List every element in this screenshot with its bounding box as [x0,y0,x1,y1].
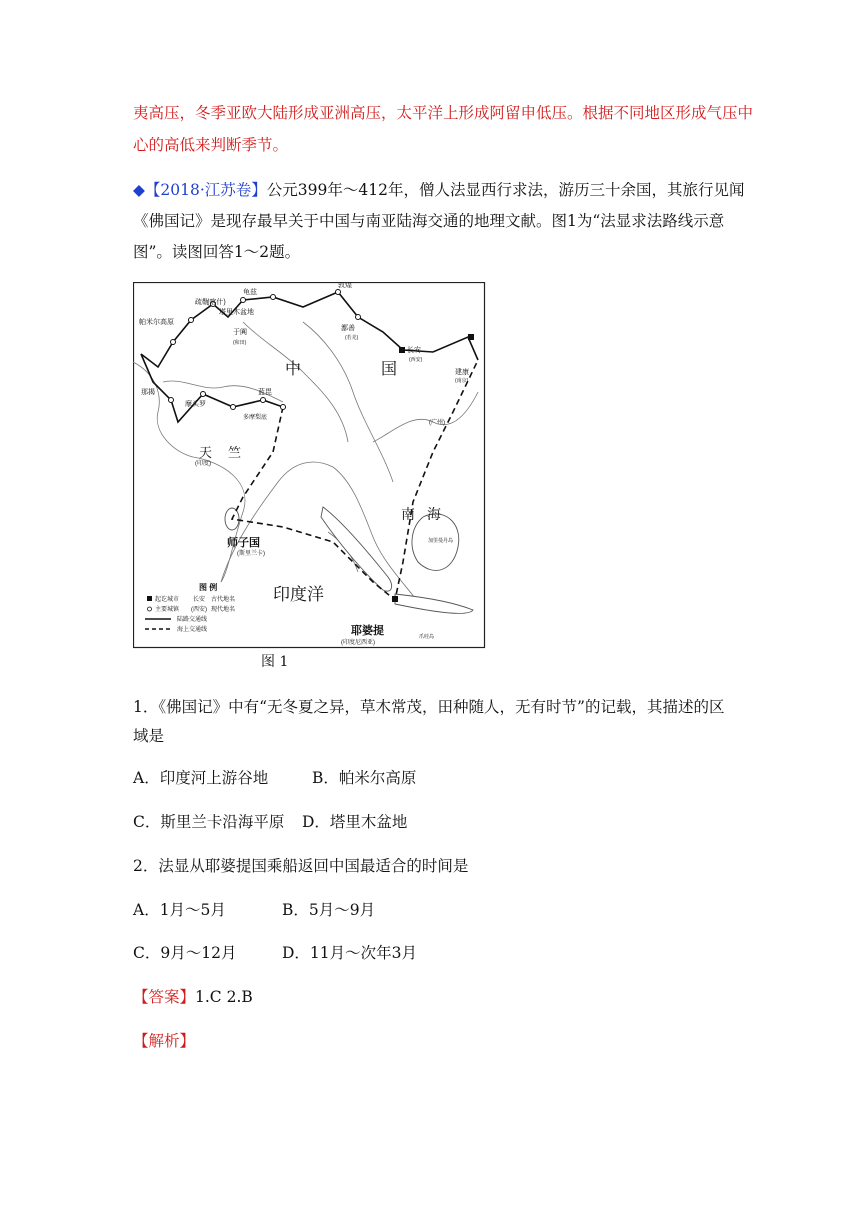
source-line-1-text: 公元399年～412年，僧人法显西行求法，游历三十余国，其旅行见闻 [266,181,745,199]
label-motouluo: 摩头罗 [185,401,206,408]
q1-option-a: A．印度河上游谷地 [133,769,269,787]
label-shiziguo: 师子国 [227,536,260,549]
label-ruoqiang: (若羌) [345,335,359,341]
q2-option-c: C．9月～12月 [133,944,237,962]
legend-row3: 陆路交通线 [177,617,208,623]
label-nanhai-2: 海 [427,507,441,523]
label-yepoti: 耶婆提 [351,624,384,637]
label-shanshan: 鄯善 [341,325,355,332]
legend-row2a: 主要城镇 [155,607,180,613]
legend-title: 图 例 [199,583,218,592]
q1-option-d: D．塔里木盆地 [302,813,408,831]
label-guo: 国 [381,359,398,378]
q2-option-a: A．1月～5月 [133,901,226,919]
answer-line [133,987,253,1007]
answer-label: 【答案】 [133,988,196,1006]
label-yindu: (印度) [195,461,211,467]
q1-option-c: C．斯里兰卡沿海平原 [133,813,285,831]
q1-stem-line-2: 域是 [133,727,165,745]
q2-option-b: B．5月～9月 [282,901,376,919]
q1-stem-line-1: 1．《佛国记》中有“无冬夏之异，草木常茂，田种随人，无有时节”的记载，其描述的区 [133,698,725,716]
label-tianzhu-1: 天 [199,446,213,461]
legend-row4: 海上交通线 [177,627,208,633]
label-kashgar: (喀什) [207,299,226,306]
legend-row1a: 起讫城市 [155,597,180,603]
label-indonesia: (印度尼西亚) [341,640,375,646]
source-tag: 【2018·江苏卷】 [144,181,267,199]
label-yinduyang: 印度洋 [273,585,324,605]
analysis-line [133,1031,195,1051]
label-guangzhou: (广州) [429,420,445,426]
answer-text: 1.C 2.B [195,988,253,1006]
label-nanhai-1: 南 [401,507,415,523]
map-caption: 图 1 [261,654,289,670]
label-zhong: 中 [285,359,302,378]
label-lumbini: 蓝毘 [258,389,272,396]
q2-stem: 2．法显从耶婆提国乘船返回中国最适合的时间是 [133,857,469,875]
label-sri: (斯里兰卡) [237,551,265,557]
q1-option-b: B．帕米尔高原 [312,769,417,787]
label-java: 爪哇岛 [419,634,435,640]
legend-row2c: 现代地名 [211,607,236,613]
label-dunhuang: 敦煌 [338,282,352,289]
label-nanjing: (南京) [455,378,469,384]
legend-row2b: (西安) [191,607,207,613]
label-changan: 长安 [407,347,421,354]
label-shule: 疏勒 [195,299,209,306]
label-kalimantan: 加里曼丹岛 [428,538,454,544]
analysis-label: 【解析】 [133,1032,196,1050]
label-tianzhu-2: 竺 [228,446,242,461]
label-xian: (西安) [409,357,423,363]
source-line-1 [133,180,744,200]
diamond-icon: ◆ [133,181,145,199]
q2-option-d: D．11月～次年3月 [282,944,418,962]
label-tamralipti: 多摩梨底 [243,415,268,421]
label-yutian: 于阗 [233,329,247,336]
source-line-2: 《佛国记》是现存最早关于中国与南亚陆海交通的地理文献。图1为“法显求法路线示意 [133,212,725,230]
legend-row1c: 古代地名 [211,597,236,603]
faxian-route-map [133,282,486,670]
source-line-3: 图”。读图回答1～2题。 [133,243,301,261]
legend-row1b: 长安 [193,597,206,603]
intro-line-2: 心的高低来判断季节。 [133,136,289,154]
label-tarim: 塔里木盆地 [219,309,254,316]
intro-line-1: 夷高压，冬季亚欧大陆形成亚洲高压，太平洋上形成阿留申低压。根据不同地区形成气压中 [133,104,754,122]
label-pamir: 帕米尔高原 [139,319,174,326]
label-jiankang: 建康 [455,369,469,376]
label-hetian: (和田) [233,340,247,346]
label-qiuci: 龟兹 [243,289,257,296]
label-natuo: 那揭 [141,389,155,396]
